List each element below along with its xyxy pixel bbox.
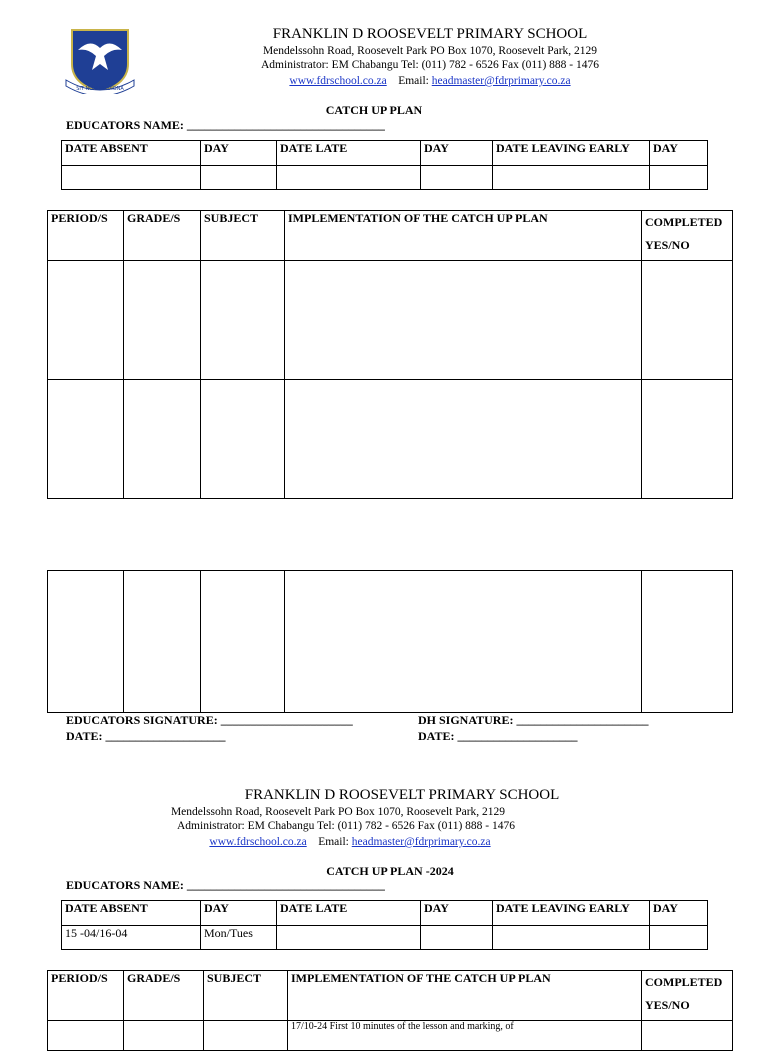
cell[interactable] bbox=[48, 1021, 124, 1051]
cell[interactable] bbox=[642, 380, 733, 499]
catch-up-plan-table bbox=[47, 210, 733, 499]
header-grades: GRADE/S bbox=[124, 971, 204, 1021]
school-web-email bbox=[180, 74, 680, 89]
cell-implementation[interactable]: 17/10-24 First 10 minutes of the lesson and marking, of bbox=[288, 1021, 642, 1051]
cell[interactable] bbox=[48, 571, 124, 713]
school-name: FRANKLIN D ROOSEVELT PRIMARY SCHOOL bbox=[272, 26, 588, 42]
header-completed: COMPLETED YES/NO bbox=[642, 971, 733, 1021]
cell[interactable] bbox=[201, 380, 285, 499]
cell[interactable] bbox=[48, 380, 124, 499]
catch-up-plan-table-continued bbox=[47, 570, 733, 713]
email-link[interactable]: headmaster@fdrprimary.co.za bbox=[351, 836, 491, 848]
header-day: DAY bbox=[201, 901, 277, 926]
cell[interactable] bbox=[124, 261, 201, 380]
school-admin-contact: Administrator: EM Chabangu Tel: (011) 782 - 6526 Fax (011) 888 - 1476 bbox=[261, 59, 599, 71]
cell-date-absent[interactable]: 15 -04/16-04 bbox=[62, 926, 201, 950]
header-date-leaving-early: DATE LEAVING EARLY bbox=[493, 141, 650, 166]
header-day: DAY bbox=[421, 141, 493, 166]
school-web-email bbox=[100, 835, 600, 850]
header-periods: PERIOD/S bbox=[48, 971, 124, 1021]
dh-date: DATE: ____________________ bbox=[418, 729, 578, 743]
attendance-table bbox=[61, 140, 708, 190]
cell[interactable] bbox=[62, 166, 201, 190]
attendance-table bbox=[61, 900, 708, 950]
cell[interactable] bbox=[285, 571, 642, 713]
header-date-absent: DATE ABSENT bbox=[62, 141, 201, 166]
svg-text:SIT NOMINE DIGNA: SIT NOMINE DIGNA bbox=[76, 86, 124, 92]
school-admin-contact: Administrator: EM Chabangu Tel: (011) 782 - 6526 Fax (011) 888 - 1476 bbox=[177, 820, 515, 832]
header-day: DAY bbox=[650, 901, 708, 926]
header-implementation: IMPLEMENTATION OF THE CATCH UP PLAN bbox=[288, 971, 642, 1021]
header-date-late: DATE LATE bbox=[277, 141, 421, 166]
cell[interactable] bbox=[277, 166, 421, 190]
cell[interactable] bbox=[204, 1021, 288, 1051]
cell-day[interactable]: Mon/Tues bbox=[201, 926, 277, 950]
cell[interactable] bbox=[421, 926, 493, 950]
school-address: Mendelssohn Road, Roosevelt Park PO Box 1070, Roosevelt Park, 2129 bbox=[262, 45, 598, 57]
cell[interactable] bbox=[124, 380, 201, 499]
header-day: DAY bbox=[650, 141, 708, 166]
cell[interactable] bbox=[493, 926, 650, 950]
cell[interactable] bbox=[285, 380, 642, 499]
cell[interactable] bbox=[48, 261, 124, 380]
educator-date: DATE: ____________________ bbox=[66, 729, 226, 743]
header-day: DAY bbox=[201, 141, 277, 166]
email-link[interactable]: headmaster@fdrprimary.co.za bbox=[431, 75, 571, 87]
header-subject: SUBJECT bbox=[201, 211, 285, 261]
cell[interactable] bbox=[650, 166, 708, 190]
cell[interactable] bbox=[493, 166, 650, 190]
cell[interactable] bbox=[421, 166, 493, 190]
email-label: Email: bbox=[318, 836, 349, 848]
header-day: DAY bbox=[421, 901, 493, 926]
header-periods: PERIOD/S bbox=[48, 211, 124, 261]
header-implementation: IMPLEMENTATION OF THE CATCH UP PLAN bbox=[285, 211, 642, 261]
header-subject: SUBJECT bbox=[204, 971, 288, 1021]
header-date-late: DATE LATE bbox=[277, 901, 421, 926]
catch-up-plan-table bbox=[47, 970, 733, 1051]
cell[interactable] bbox=[642, 571, 733, 713]
educator-name-label: EDUCATORS NAME: _________________________________ bbox=[66, 118, 385, 132]
cell[interactable] bbox=[124, 571, 201, 713]
cell[interactable] bbox=[642, 1021, 733, 1051]
header-grades: GRADE/S bbox=[124, 211, 201, 261]
cell[interactable] bbox=[124, 1021, 204, 1051]
cell[interactable] bbox=[277, 926, 421, 950]
school-crest-logo bbox=[64, 26, 136, 94]
dh-signature: DH SIGNATURE: ______________________ bbox=[418, 713, 649, 727]
email-label: Email: bbox=[398, 75, 429, 87]
website-link[interactable]: www.fdrschool.co.za bbox=[289, 75, 387, 87]
educator-signature: EDUCATORS SIGNATURE: ______________________ bbox=[66, 713, 353, 727]
cell[interactable] bbox=[201, 571, 285, 713]
website-link[interactable]: www.fdrschool.co.za bbox=[209, 836, 307, 848]
cell[interactable] bbox=[285, 261, 642, 380]
educator-name-label: EDUCATORS NAME: _________________________________ bbox=[66, 878, 385, 892]
header-date-leaving-early: DATE LEAVING EARLY bbox=[493, 901, 650, 926]
header-date-absent: DATE ABSENT bbox=[62, 901, 201, 926]
school-name: FRANKLIN D ROOSEVELT PRIMARY SCHOOL bbox=[244, 787, 560, 803]
plan-title: CATCH UP PLAN bbox=[325, 103, 423, 117]
cell[interactable] bbox=[650, 926, 708, 950]
plan-title: CATCH UP PLAN -2024 bbox=[326, 864, 454, 878]
cell[interactable] bbox=[201, 166, 277, 190]
header-completed: COMPLETED YES/NO bbox=[642, 211, 733, 261]
cell[interactable] bbox=[201, 261, 285, 380]
school-address: Mendelssohn Road, Roosevelt Park PO Box 1070, Roosevelt Park, 2129 bbox=[170, 806, 506, 818]
cell[interactable] bbox=[642, 261, 733, 380]
